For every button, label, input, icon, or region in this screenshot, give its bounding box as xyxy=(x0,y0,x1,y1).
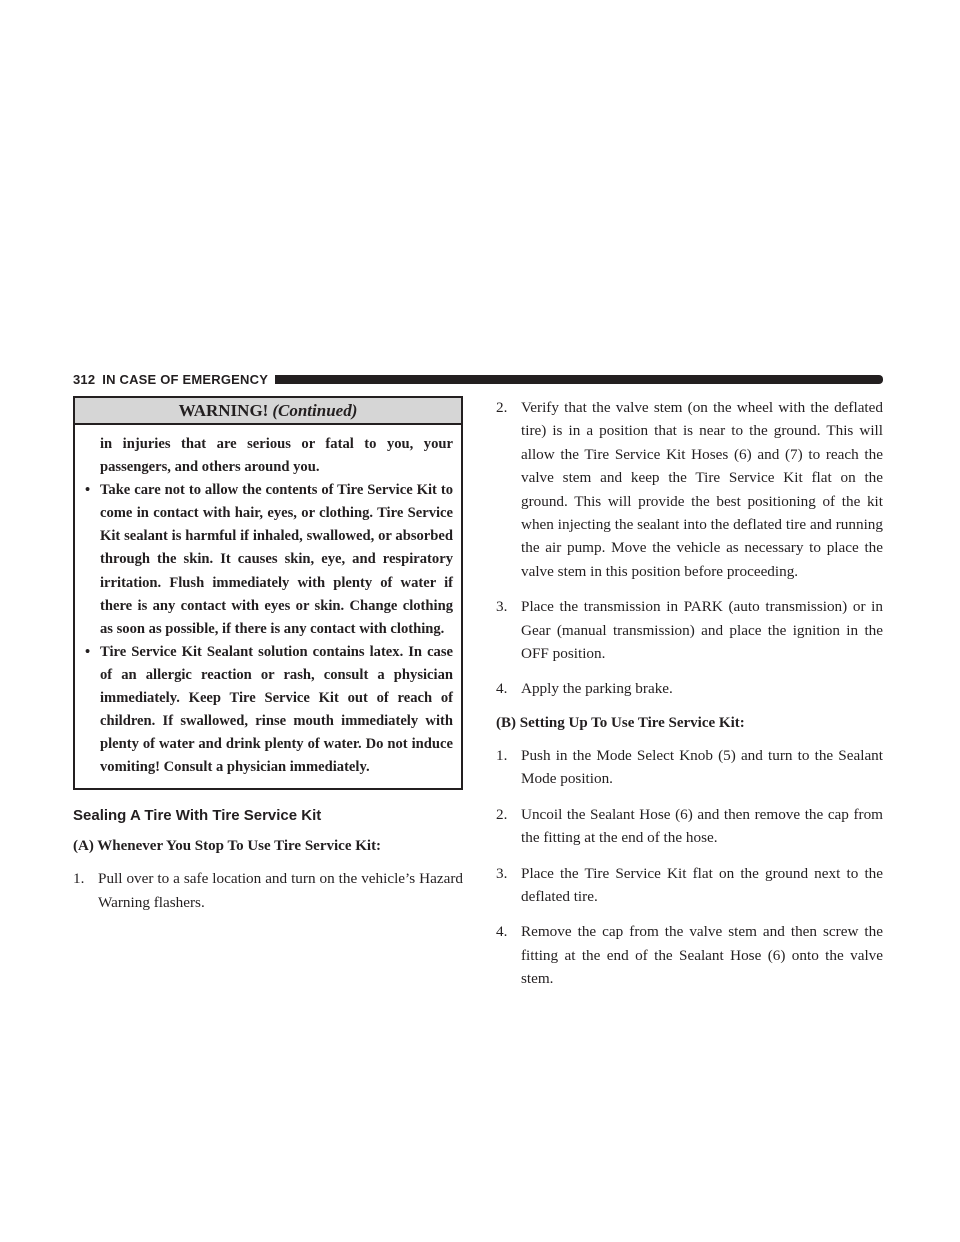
part-b-step xyxy=(496,803,883,850)
warning-title: WARNING! xyxy=(178,401,269,420)
warning-intro-text: in injuries that are serious or fatal to you, your passengers, and others around you. xyxy=(100,436,453,476)
step-text: Apply the parking brake. xyxy=(521,680,673,698)
warning-continued-label: (Continued) xyxy=(272,401,358,420)
part-b-heading: (B) Setting Up To Use Tire Service Kit: xyxy=(496,714,745,731)
step-text: Verify that the valve stem (on the wheel with the deflated tire) is in a position that is near to the ground. This will allow the Tire Service Kit Hoses (6) and (7) to reach the valve stem and keep the Tire Service Kit flat on the ground. This will provide the best positioning of the kit when injecting the sealant into the deflated tire and running the air pump. Move the vehicle as necessary to place the valve stem in this position before proceeding. xyxy=(521,399,883,580)
header-rule xyxy=(275,375,883,384)
part-a-heading: (A) Whenever You Stop To Use Tire Service Kit: xyxy=(73,838,382,855)
section-title: IN CASE OF EMERGENCY xyxy=(102,371,269,387)
left-column xyxy=(73,396,463,914)
part-a-step xyxy=(496,396,883,583)
step-number: 4. xyxy=(496,680,508,698)
step-text: Place the Tire Service Kit flat on the ground next to the deflated tire. xyxy=(521,864,883,905)
bullet-icon: • xyxy=(85,643,91,660)
step-text: Push in the Mode Select Knob (5) and turn to the Sealant Mode position. xyxy=(521,746,883,788)
warning-header xyxy=(75,398,461,425)
right-column xyxy=(496,396,883,991)
warning-bullet xyxy=(83,479,453,641)
warning-body xyxy=(75,425,461,788)
part-b-step xyxy=(496,920,883,990)
step-number: 1. xyxy=(496,746,508,764)
warning-bullet-text: Take care not to allow the contents of Tire Service Kit to come in contact with hair, eyes, or clothing. Tire Service Kit sealant is harmful if inhaled, swallowed, or absorbed through the skin. It causes skin, eye, and respiratory irritation. Flush immediately with plenty of water if there is any contact with eyes or skin. Change clothing as soon as possible, if there is any contact with clothing. xyxy=(100,482,453,637)
step-number: 4. xyxy=(496,923,508,941)
step-text: Uncoil the Sealant Hose (6) and then remove the cap from the fitting at the end of the hose. xyxy=(521,805,883,847)
subsection-title: Sealing A Tire With Tire Service Kit xyxy=(73,807,322,825)
page-header xyxy=(73,369,883,389)
part-a-step xyxy=(496,595,883,665)
step-number: 2. xyxy=(496,805,508,823)
step-text: Remove the cap from the valve stem and then screw the fitting at the end of the Sealant Hose (6) onto the valve stem. xyxy=(521,923,883,988)
step-text: Place the transmission in PARK (auto transmission) or in Gear (manual transmission) and place the ignition in the OFF position. xyxy=(521,598,883,663)
part-b-step xyxy=(496,862,883,909)
bullet-icon: • xyxy=(85,482,91,499)
page-number: 312 xyxy=(73,371,96,387)
step-text: Pull over to a safe location and turn on the vehicle’s Hazard Warning flashers. xyxy=(98,870,463,911)
part-b-step xyxy=(496,744,883,791)
step-number: 2. xyxy=(496,399,508,416)
step-number: 3. xyxy=(496,598,508,616)
warning-bullet-text: Tire Service Kit Sealant solution contains latex. In case of an allergic reaction or rash, consult a physician immediately. Keep Tire Service Kit out of reach of children. If swallowed, rinse mouth immediately with plenty of water and drink plenty of water. Do not induce vomiting! Consult a physician immediately. xyxy=(100,643,453,776)
part-a-step xyxy=(73,867,463,914)
part-a-step xyxy=(496,677,883,700)
step-number: 3. xyxy=(496,864,508,882)
warning-box xyxy=(73,396,463,790)
warning-bullet xyxy=(83,641,453,780)
step-number: 1. xyxy=(73,870,85,888)
